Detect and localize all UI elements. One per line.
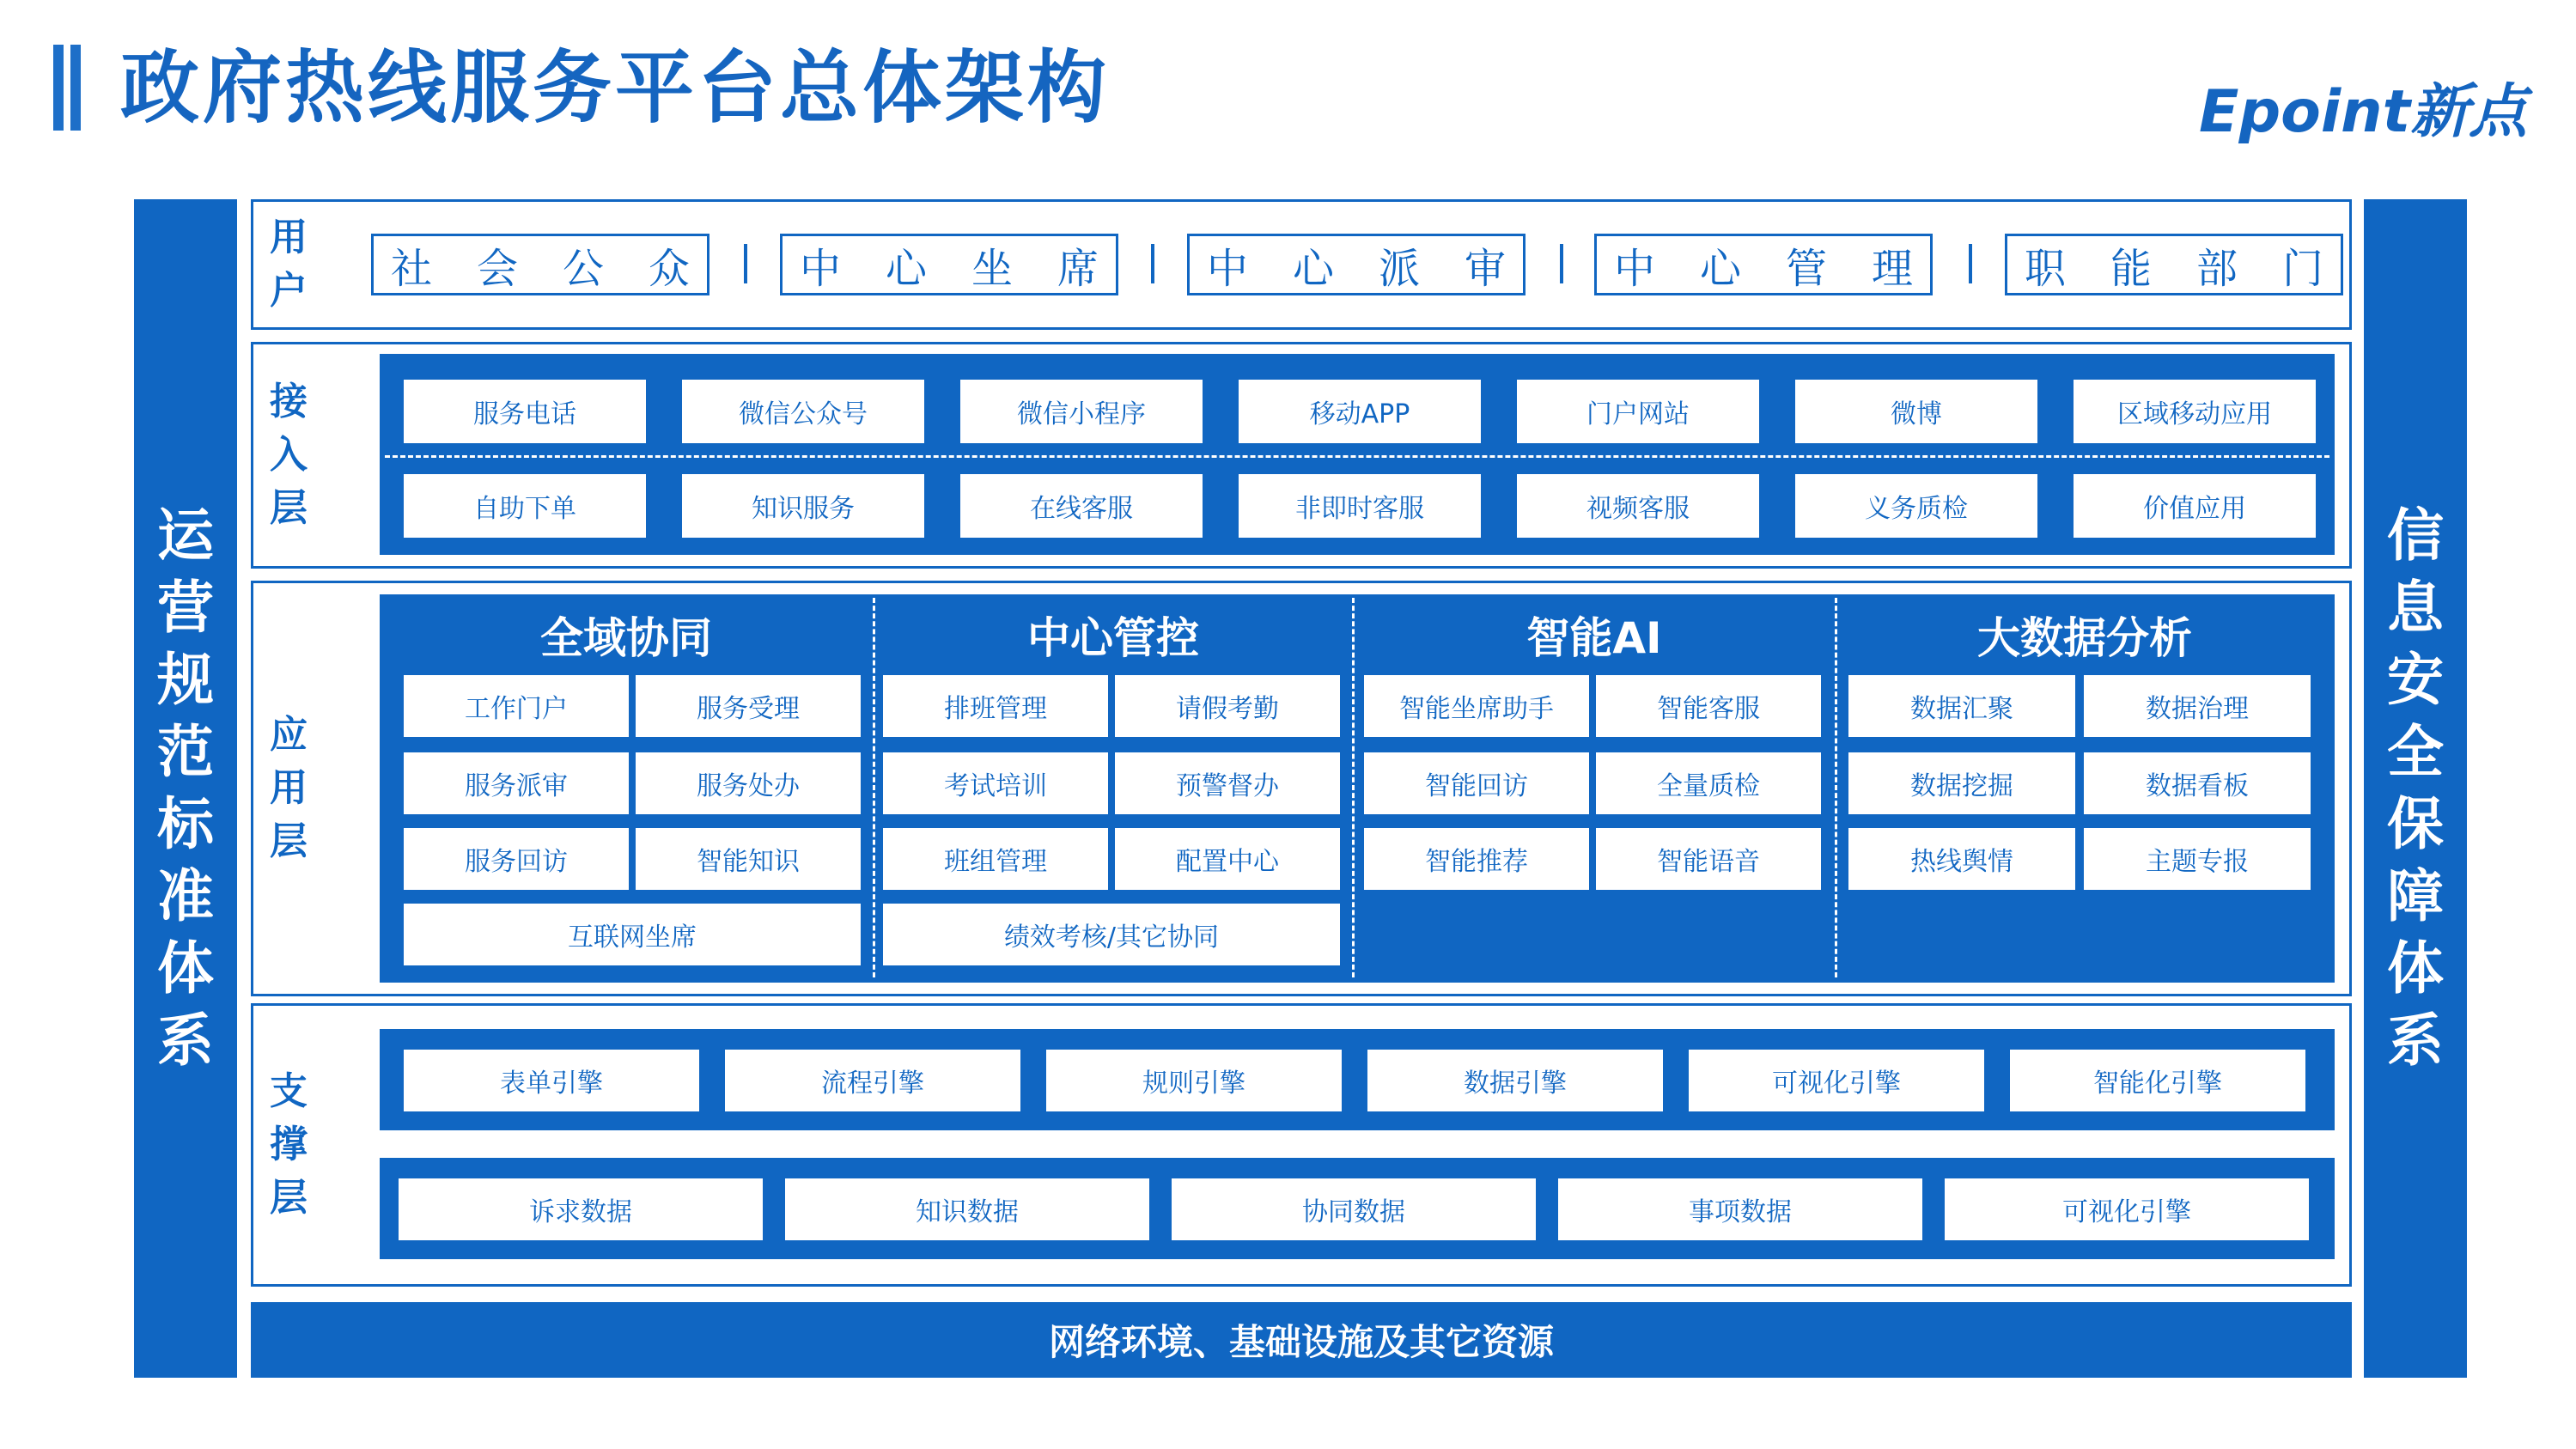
app-cell: 服务处办: [636, 752, 861, 814]
label-char: 层: [270, 819, 308, 863]
support-data-cell: 知识数据: [785, 1178, 1149, 1240]
user-char: 社: [391, 244, 433, 293]
user-char: 心: [1699, 244, 1741, 293]
pillar-char: 范: [157, 719, 214, 785]
pillar-char: 障: [2387, 863, 2444, 929]
support-data-cell: 协同数据: [1172, 1178, 1536, 1240]
application-layer-label: [258, 588, 320, 989]
support-data-cell: 诉求数据: [399, 1178, 763, 1240]
app-cell: 智能推荐: [1364, 828, 1589, 890]
access-cell: 自助下单: [404, 474, 646, 538]
label-char: 用: [270, 766, 308, 810]
label-char: 入: [270, 433, 308, 477]
user-char: 管: [1785, 244, 1827, 293]
user-char: 部: [2195, 244, 2238, 293]
user-box-public: [371, 234, 709, 295]
pillar-char: 体: [157, 935, 214, 1002]
label-char: 应: [270, 713, 308, 757]
user-box-center-dispatch: [1187, 234, 1526, 295]
app-group-title: 全域协同: [540, 613, 712, 663]
support-engine-cell: 流程引擎: [725, 1050, 1020, 1111]
label-char: 户: [270, 269, 308, 313]
app-cell: 服务回访: [404, 828, 629, 890]
right-pillar-security: [2364, 199, 2467, 1378]
app-cell: 智能客服: [1596, 675, 1821, 737]
pillar-char: 营: [157, 575, 214, 641]
access-cell: 价值应用: [2074, 474, 2316, 538]
user-separator: [744, 244, 747, 283]
app-group-title: 智能AI: [1526, 613, 1662, 663]
app-cell-wide: 互联网坐席: [404, 904, 861, 965]
app-cell: 配置中心: [1115, 828, 1340, 890]
user-separator: [1969, 244, 1972, 283]
support-engine-cell: 智能化引擎: [2010, 1050, 2305, 1111]
pillar-char: 全: [2387, 719, 2444, 785]
user-char: 公: [562, 244, 604, 293]
app-cell: 主题专报: [2084, 828, 2311, 890]
app-cell: 工作门户: [404, 675, 629, 737]
pillar-char: 准: [157, 863, 214, 929]
access-cell: 义务质检: [1795, 474, 2037, 538]
user-char: 门: [2281, 244, 2323, 293]
user-char: 中: [1207, 244, 1249, 293]
support-data-cell: 可视化引擎: [1945, 1178, 2309, 1240]
app-cell: 智能坐席助手: [1364, 675, 1589, 737]
access-cell: 微博: [1795, 380, 2037, 443]
access-layer-label: [258, 349, 320, 562]
label-char: 层: [270, 486, 308, 530]
user-separator: [1560, 244, 1563, 283]
title-accent-bar-1: [53, 45, 64, 131]
support-engine-cell: 规则引擎: [1046, 1050, 1342, 1111]
user-char: 心: [1292, 244, 1334, 293]
access-cell: 微信小程序: [960, 380, 1203, 443]
app-cell-wide: 绩效考核/其它协同: [883, 904, 1340, 965]
user-char: 众: [648, 244, 690, 293]
pillar-char: 系: [2387, 1008, 2444, 1074]
app-cell: 数据挖掘: [1848, 752, 2075, 814]
support-engine-cell: 表单引擎: [404, 1050, 699, 1111]
user-char: 理: [1871, 244, 1913, 293]
app-cell: 智能知识: [636, 828, 861, 890]
pillar-char: 信: [2387, 502, 2444, 569]
user-char: 中: [800, 244, 842, 293]
app-cell: 全量质检: [1596, 752, 1821, 814]
app-cell: 智能语音: [1596, 828, 1821, 890]
logo-latin: Epoint: [2199, 78, 2411, 146]
support-engine-cell: 数据引擎: [1367, 1050, 1663, 1111]
logo-chinese: 新点: [2410, 78, 2528, 146]
pillar-char: 息: [2387, 575, 2444, 641]
app-cell: 热线舆情: [1848, 828, 2075, 890]
label-char: 支: [270, 1069, 308, 1113]
label-char: 接: [270, 380, 308, 423]
pillar-char: 安: [2387, 647, 2444, 713]
user-char: 派: [1378, 244, 1420, 293]
app-cell: 考试培训: [883, 752, 1108, 814]
access-row-divider: [385, 455, 2329, 458]
app-cell: 预警督办: [1115, 752, 1340, 814]
access-cell: 门户网站: [1517, 380, 1759, 443]
user-separator: [1151, 244, 1154, 283]
app-group-title: 大数据分析: [1977, 613, 2192, 663]
app-cell: 服务派审: [404, 752, 629, 814]
user-box-departments: [2005, 234, 2343, 295]
user-char: 中: [1614, 244, 1656, 293]
user-layer-label: [258, 206, 320, 323]
pillar-char: 规: [157, 647, 214, 713]
access-cell: 视频客服: [1517, 474, 1759, 538]
support-engine-cell: 可视化引擎: [1689, 1050, 1984, 1111]
pillar-char: 保: [2387, 791, 2444, 857]
app-group-divider: [873, 598, 875, 977]
label-char: 层: [270, 1176, 308, 1220]
app-group-divider: [1835, 598, 1837, 977]
user-char: 席: [1057, 244, 1099, 293]
pillar-char: 体: [2387, 935, 2444, 1002]
app-cell: 班组管理: [883, 828, 1108, 890]
foundation-bar: 网络环境、基础设施及其它资源: [251, 1302, 2352, 1378]
user-char: 审: [1464, 244, 1506, 293]
access-cell: 移动APP: [1239, 380, 1481, 443]
access-cell: 微信公众号: [682, 380, 924, 443]
support-data-cell: 事项数据: [1558, 1178, 1922, 1240]
access-cell: 非即时客服: [1239, 474, 1481, 538]
user-char: 能: [2110, 244, 2152, 293]
page-title: 政府热线服务平台总体架构: [120, 42, 1111, 134]
support-layer-label: [258, 1010, 320, 1280]
user-box-center-management: [1594, 234, 1933, 295]
access-cell: 服务电话: [404, 380, 646, 443]
access-cell: 在线客服: [960, 474, 1203, 538]
access-cell: 知识服务: [682, 474, 924, 538]
app-cell: 服务受理: [636, 675, 861, 737]
app-cell: 数据治理: [2084, 675, 2311, 737]
access-cell: 区域移动应用: [2074, 380, 2316, 443]
app-group-title: 中心管控: [1027, 613, 1199, 663]
label-char: 撑: [270, 1123, 308, 1166]
pillar-char: 标: [157, 791, 214, 857]
pillar-char: 运: [157, 502, 214, 569]
app-cell: 智能回访: [1364, 752, 1589, 814]
user-char: 坐: [971, 244, 1013, 293]
title-accent-bar-2: [70, 45, 81, 131]
user-char: 职: [2025, 244, 2067, 293]
app-cell: 排班管理: [883, 675, 1108, 737]
app-cell: 请假考勤: [1115, 675, 1340, 737]
label-char: 用: [270, 216, 308, 259]
user-char: 会: [476, 244, 518, 293]
user-char: 心: [885, 244, 927, 293]
app-cell: 数据看板: [2084, 752, 2311, 814]
left-pillar-operations-standards: [134, 199, 237, 1378]
app-cell: 数据汇聚: [1848, 675, 2075, 737]
user-box-center-seat: [780, 234, 1118, 295]
pillar-char: 系: [157, 1008, 214, 1074]
app-group-divider: [1352, 598, 1355, 977]
brand-logo: [2199, 74, 2527, 151]
